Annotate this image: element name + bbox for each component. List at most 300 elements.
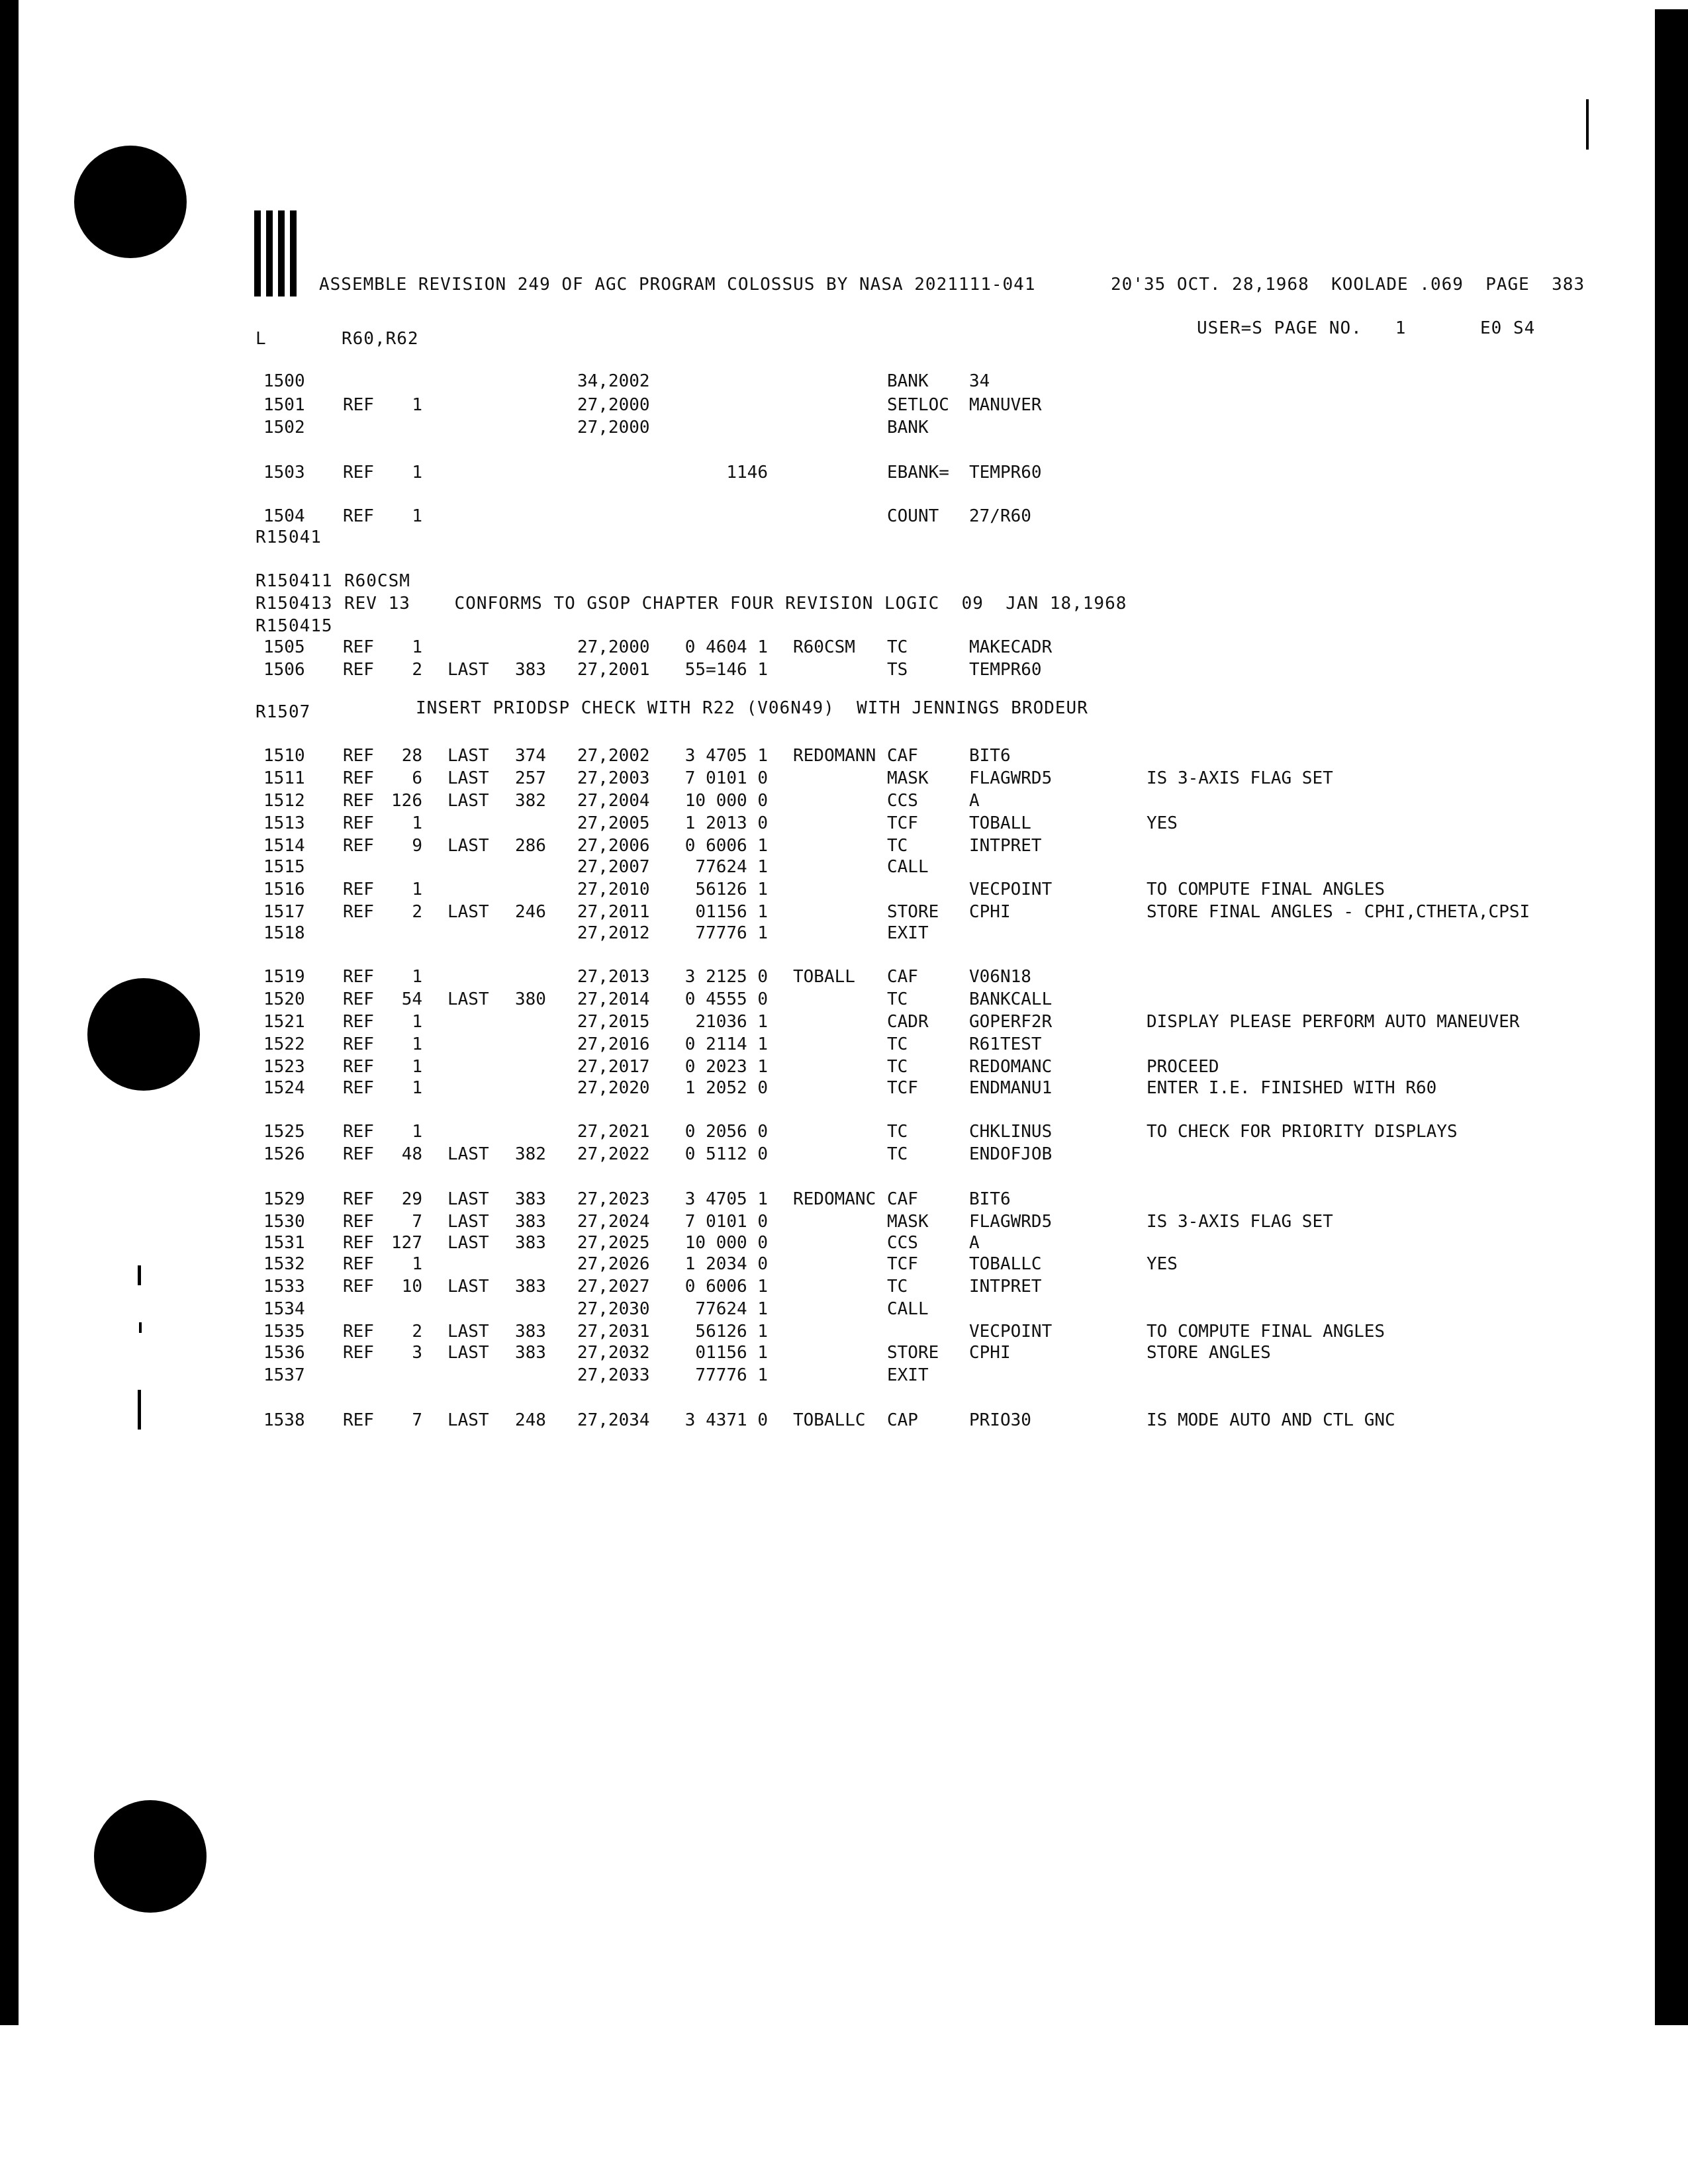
cell-ref: REF [343, 1212, 374, 1232]
cell-word: 56126 1 [695, 880, 768, 899]
cell-op: TCF [887, 1078, 918, 1098]
cell-operand: BIT6 [969, 746, 1011, 766]
cell-comment: IS 3-AXIS FLAG SET [1147, 1212, 1333, 1232]
cell-lastn: 383 [515, 1322, 546, 1342]
cell-comment: ENTER I.E. FINISHED WITH R60 [1147, 1078, 1437, 1098]
cell-lastn: 383 [515, 1189, 546, 1209]
cell-line: 1521 [263, 1012, 305, 1032]
cell-lastn: 382 [515, 1144, 546, 1164]
cell-addr: 27,2000 [577, 395, 650, 415]
cell-comment: IS 3-AXIS FLAG SET [1147, 768, 1333, 788]
cell-last: LAST [447, 746, 489, 766]
cell-addr: 27,2013 [577, 967, 650, 987]
cell-lastn: 257 [515, 768, 546, 788]
cell-comment: YES [1147, 1254, 1178, 1274]
cell-op: TCF [887, 1254, 918, 1274]
cell-lastn: 286 [515, 836, 546, 856]
listing-row [0, 790, 1688, 811]
listing-row [0, 371, 1688, 392]
cell-op: TCF [887, 813, 918, 833]
cell-word: 77776 1 [695, 1365, 768, 1385]
cell-addr: 27,2014 [577, 989, 650, 1009]
cell-ref: REF [343, 813, 374, 833]
cell-refn: 3 [412, 1343, 422, 1363]
cell-line: 1533 [263, 1277, 305, 1297]
cell-op: EXIT [887, 1365, 929, 1385]
cell-refn: 10 [401, 1277, 422, 1297]
cell-last: LAST [447, 1233, 489, 1253]
cell-ref: REF [343, 746, 374, 766]
cell-refn: 1 [412, 880, 422, 899]
cell-refn: 127 [391, 1233, 422, 1253]
cell-word: 77624 1 [695, 857, 768, 877]
cell-ref: REF [343, 791, 374, 811]
cell-op: BANK [887, 418, 929, 437]
cell-refn: 1 [412, 395, 422, 415]
cell-operand: BANKCALL [969, 989, 1053, 1009]
cell-refn: 48 [401, 1144, 422, 1164]
punch-hole-top [74, 146, 187, 258]
listing-row [0, 1410, 1688, 1431]
cell-op: CAF [887, 746, 918, 766]
cell-label: REDOMANC [793, 1189, 876, 1209]
cell-lastn: 382 [515, 791, 546, 811]
cell-addr: 27,2022 [577, 1144, 650, 1164]
cell-addr: 27,2011 [577, 902, 650, 922]
cell-addr: 27,2006 [577, 836, 650, 856]
listing-row [0, 768, 1688, 789]
cell-addr: 27,2017 [577, 1057, 650, 1077]
cell-operand: FLAGWRD5 [969, 1212, 1053, 1232]
cell-op: TS [887, 660, 908, 680]
cell-refn: 1 [412, 1034, 422, 1054]
cell-op: CALL [887, 857, 929, 877]
listing-row [0, 989, 1688, 1010]
cell-word: 56126 1 [695, 1322, 768, 1342]
listing-row [0, 1121, 1688, 1142]
cell-operand: CPHI [969, 902, 1011, 922]
cell-addr: 27,2003 [577, 768, 650, 788]
cell-operand: REDOMANC [969, 1057, 1053, 1077]
cell-addr: 27,2031 [577, 1322, 650, 1342]
cell-line: 1536 [263, 1343, 305, 1363]
cell-word: 1 2034 0 [684, 1254, 768, 1274]
cell-lastn: 383 [515, 1277, 546, 1297]
cell-op: CALL [887, 1299, 929, 1319]
cell-refn: 1 [412, 1012, 422, 1032]
cell-word: 3 4705 1 [684, 746, 768, 766]
cell-ref: REF [343, 1057, 374, 1077]
cell-last: LAST [447, 1322, 489, 1342]
cell-refn: 7 [412, 1212, 422, 1232]
cell-operand: A [969, 791, 980, 811]
cell-lastn: 248 [515, 1410, 546, 1430]
cell-ref: REF [343, 1122, 374, 1142]
margin-tick [1586, 99, 1589, 150]
cell-refn: 7 [412, 1410, 422, 1430]
cell-operand: TOBALLC [969, 1254, 1042, 1274]
cell-refn: 1 [412, 637, 422, 657]
cell-line: 1517 [263, 902, 305, 922]
cell-word: 55=146 1 [684, 660, 768, 680]
cell-comment: YES [1147, 813, 1178, 833]
cell-refn: 1 [412, 1078, 422, 1098]
cell-operand: VECPOINT [969, 1322, 1053, 1342]
cell-word: 0 5112 0 [684, 1144, 768, 1164]
cell-word: 1 2052 0 [684, 1078, 768, 1098]
section-letter: L [256, 329, 267, 349]
cell-line: 1511 [263, 768, 305, 788]
cell-line: 1514 [263, 836, 305, 856]
listing-row [0, 835, 1688, 856]
cell-op: BANK [887, 371, 929, 391]
cell-addr: 27,2021 [577, 1122, 650, 1142]
cell-op: CCS [887, 791, 918, 811]
cell-word: 7 0101 0 [684, 768, 768, 788]
cell-op: TC [887, 1034, 908, 1054]
cell-ref: REF [343, 989, 374, 1009]
cell-last: LAST [447, 1343, 489, 1363]
cell-op: STORE [887, 1343, 939, 1363]
cell-operand: 34 [969, 371, 990, 391]
cell-line: 1520 [263, 989, 305, 1009]
cell-line: 1515 [263, 857, 305, 877]
cell-refn: 1 [412, 463, 422, 482]
cell-refn: 126 [391, 791, 422, 811]
listing-row [0, 417, 1688, 438]
cell-operand: V06N18 [969, 967, 1031, 987]
cell-last: LAST [447, 902, 489, 922]
remark-r150411-text: R60CSM [344, 571, 410, 591]
listing-row [0, 1034, 1688, 1055]
cell-label: TOBALL [793, 967, 855, 987]
cell-refn: 29 [401, 1189, 422, 1209]
cell-comment: STORE ANGLES [1147, 1343, 1271, 1363]
cell-line: 1505 [263, 637, 305, 657]
cell-op: TC [887, 1122, 908, 1142]
cell-refn: 54 [401, 989, 422, 1009]
cell-ref: REF [343, 1233, 374, 1253]
cell-refn: 6 [412, 768, 422, 788]
listing-row [0, 1276, 1688, 1297]
cell-ref: REF [343, 1322, 374, 1342]
listing-row [0, 1365, 1688, 1386]
cell-op: EXIT [887, 923, 929, 943]
cell-line: 1516 [263, 880, 305, 899]
cell-addr: 27,2033 [577, 1365, 650, 1385]
cell-line: 1500 [263, 371, 305, 391]
cell-addr: 27,2025 [577, 1233, 650, 1253]
cell-addr: 27,2000 [577, 637, 650, 657]
cell-last: LAST [447, 1144, 489, 1164]
cell-refn: 1 [412, 1254, 422, 1274]
cell-op: SETLOC [887, 395, 949, 415]
listing-row [0, 1232, 1688, 1253]
cell-word: 0 2114 1 [684, 1034, 768, 1054]
cell-ref: REF [343, 1144, 374, 1164]
cell-last: LAST [447, 1189, 489, 1209]
cell-last: LAST [447, 1212, 489, 1232]
cell-addr: 27,2027 [577, 1277, 650, 1297]
cell-refn: 1 [412, 1057, 422, 1077]
cell-ref: REF [343, 1277, 374, 1297]
listing-row [0, 394, 1688, 416]
listing-row [0, 1342, 1688, 1363]
cell-ref: REF [343, 1189, 374, 1209]
cell-lastn: 383 [515, 660, 546, 680]
listing-row [0, 1189, 1688, 1210]
cell-addr: 27,2002 [577, 746, 650, 766]
cell-lastn: 380 [515, 989, 546, 1009]
cell-ref: REF [343, 1343, 374, 1363]
cell-addr: 27,2001 [577, 660, 650, 680]
cell-line: 1531 [263, 1233, 305, 1253]
cell-word: 10 000 0 [684, 1233, 768, 1253]
cell-operand: MANUVER [969, 395, 1042, 415]
cell-last: LAST [447, 1410, 489, 1430]
barcode-mark [254, 210, 297, 296]
cell-ref: REF [343, 506, 374, 526]
cell-lastn: 374 [515, 746, 546, 766]
cell-ref: REF [343, 660, 374, 680]
cell-operand: INTPRET [969, 836, 1042, 856]
cell-comment: TO CHECK FOR PRIORITY DISPLAYS [1147, 1122, 1458, 1142]
listing-row [0, 637, 1688, 658]
user-code: E0 S4 [1480, 318, 1536, 338]
cell-last: LAST [447, 768, 489, 788]
cell-addr: 27,2034 [577, 1410, 650, 1430]
cell-addr: 27,2000 [577, 418, 650, 437]
listing-row [0, 1144, 1688, 1165]
remark-r150413-label: R150413 [256, 594, 333, 614]
cell-addr: 27,2010 [577, 880, 650, 899]
cell-word: 77624 1 [695, 1299, 768, 1319]
cell-op: TC [887, 1057, 908, 1077]
listing-title: ASSEMBLE REVISION 249 OF AGC PROGRAM COLOSSUS BY NASA 2021111-041 [319, 275, 1036, 295]
cell-refn: 2 [412, 902, 422, 922]
cell-op: MASK [887, 1212, 929, 1232]
cell-line: 1504 [263, 506, 305, 526]
cell-operand: R61TEST [969, 1034, 1042, 1054]
cell-addr: 27,2005 [577, 813, 650, 833]
cell-line: 1522 [263, 1034, 305, 1054]
cell-ref: REF [343, 637, 374, 657]
cell-last: LAST [447, 660, 489, 680]
remark-r1507-label: R1507 [256, 702, 311, 722]
cell-line: 1503 [263, 463, 305, 482]
cell-line: 1529 [263, 1189, 305, 1209]
listing-row [0, 813, 1688, 834]
cell-addr: 34,2002 [577, 371, 650, 391]
cell-ref: REF [343, 768, 374, 788]
cell-operand: FLAGWRD5 [969, 768, 1053, 788]
cell-operand: PRIO30 [969, 1410, 1031, 1430]
cell-line: 1506 [263, 660, 305, 680]
cell-word: 21036 1 [695, 1012, 768, 1032]
cell-op: CAF [887, 967, 918, 987]
cell-word: 3 4705 1 [684, 1189, 768, 1209]
cell-line: 1532 [263, 1254, 305, 1274]
remark-r150411-label: R150411 [256, 571, 333, 591]
cell-label: TOBALLC [793, 1410, 866, 1430]
cell-refn: 1 [412, 506, 422, 526]
remark-r1507-text: INSERT PRIODSP CHECK WITH R22 (V06N49) WITH JENNINGS BRODEUR [416, 698, 1088, 718]
cell-comment: IS MODE AUTO AND CTL GNC [1147, 1410, 1395, 1430]
listing-row [0, 1077, 1688, 1099]
cell-addr: 27,2023 [577, 1189, 650, 1209]
cell-word: 77776 1 [695, 923, 768, 943]
cell-operand: TEMPR60 [969, 463, 1042, 482]
cell-ref: REF [343, 967, 374, 987]
cell-op: TC [887, 1277, 908, 1297]
cell-addr: 27,2024 [577, 1212, 650, 1232]
cell-word: 0 2056 0 [684, 1122, 768, 1142]
listing-row [0, 901, 1688, 923]
cell-op: EBANK= [887, 463, 949, 482]
listing-row [0, 506, 1688, 527]
cell-operand: 27/R60 [969, 506, 1031, 526]
cell-ref: REF [343, 1012, 374, 1032]
cell-line: 1512 [263, 791, 305, 811]
cell-line: 1525 [263, 1122, 305, 1142]
remark-r150413-text: REV 13 CONFORMS TO GSOP CHAPTER FOUR REVISION LOGIC 09 JAN 18,1968 [344, 594, 1127, 614]
cell-word: 1146 [726, 463, 768, 482]
cell-op: TC [887, 836, 908, 856]
listing-row [0, 1253, 1688, 1275]
cell-last: LAST [447, 791, 489, 811]
cell-lastn: 383 [515, 1212, 546, 1232]
cell-op: CAF [887, 1189, 918, 1209]
cell-lastn: 383 [515, 1233, 546, 1253]
cell-ref: REF [343, 1078, 374, 1098]
user-page-number: USER=S PAGE NO. 1 [1197, 318, 1407, 338]
listing-row [0, 966, 1688, 987]
cell-operand: ENDOFJOB [969, 1144, 1053, 1164]
cell-ref: REF [343, 1254, 374, 1274]
cell-lastn: 383 [515, 1343, 546, 1363]
cell-addr: 27,2004 [577, 791, 650, 811]
cell-line: 1502 [263, 418, 305, 437]
listing-row [0, 462, 1688, 483]
cell-line: 1535 [263, 1322, 305, 1342]
listing-row [0, 879, 1688, 900]
cell-word: 3 2125 0 [684, 967, 768, 987]
cell-line: 1538 [263, 1410, 305, 1430]
cell-ref: REF [343, 463, 374, 482]
cell-ref: REF [343, 902, 374, 922]
cell-line: 1526 [263, 1144, 305, 1164]
cell-refn: 1 [412, 967, 422, 987]
cell-line: 1523 [263, 1057, 305, 1077]
cell-line: 1530 [263, 1212, 305, 1232]
cell-refn: 1 [412, 813, 422, 833]
cell-line: 1537 [263, 1365, 305, 1385]
cell-operand: CPHI [969, 1343, 1011, 1363]
cell-word: 01156 1 [695, 902, 768, 922]
cell-line: 1519 [263, 967, 305, 987]
cell-ref: REF [343, 395, 374, 415]
cell-op: TC [887, 1144, 908, 1164]
cell-last: LAST [447, 989, 489, 1009]
cell-operand: BIT6 [969, 1189, 1011, 1209]
cell-ref: REF [343, 1410, 374, 1430]
cell-addr: 27,2020 [577, 1078, 650, 1098]
cell-word: 7 0101 0 [684, 1212, 768, 1232]
listing-row [0, 856, 1688, 878]
routine-names: R60,R62 [342, 329, 419, 349]
cell-operand: TEMPR60 [969, 660, 1042, 680]
cell-addr: 27,2026 [577, 1254, 650, 1274]
cell-line: 1534 [263, 1299, 305, 1319]
cell-operand: VECPOINT [969, 880, 1053, 899]
cell-last: LAST [447, 836, 489, 856]
cell-last: LAST [447, 1277, 489, 1297]
cell-line: 1513 [263, 813, 305, 833]
cell-operand: ENDMANU1 [969, 1078, 1053, 1098]
cell-word: 0 6006 1 [684, 1277, 768, 1297]
cell-word: 0 4555 0 [684, 989, 768, 1009]
cell-refn: 9 [412, 836, 422, 856]
listing-row [0, 745, 1688, 766]
listing-row [0, 659, 1688, 680]
cell-ref: REF [343, 836, 374, 856]
cell-label: REDOMANN [793, 746, 876, 766]
cell-comment: TO COMPUTE FINAL ANGLES [1147, 1322, 1385, 1342]
cell-addr: 27,2015 [577, 1012, 650, 1032]
cell-operand: CHKLINUS [969, 1122, 1053, 1142]
cell-refn: 2 [412, 1322, 422, 1342]
cell-refn: 28 [401, 746, 422, 766]
cell-op: TC [887, 637, 908, 657]
cell-refn: 2 [412, 660, 422, 680]
remark-r15041: R15041 [256, 527, 322, 547]
listing-row [0, 1211, 1688, 1232]
cell-op: TC [887, 989, 908, 1009]
listing-row [0, 1321, 1688, 1342]
cell-label: R60CSM [793, 637, 855, 657]
cell-word: 0 4604 1 [684, 637, 768, 657]
cell-comment: STORE FINAL ANGLES - CPHI,CTHETA,CPSI [1147, 902, 1530, 922]
cell-operand: MAKECADR [969, 637, 1053, 657]
cell-op: COUNT [887, 506, 939, 526]
cell-refn: 1 [412, 1122, 422, 1142]
cell-word: 0 2023 1 [684, 1057, 768, 1077]
cell-line: 1524 [263, 1078, 305, 1098]
listing-row [0, 1011, 1688, 1032]
cell-word: 1 2013 0 [684, 813, 768, 833]
cell-comment: DISPLAY PLEASE PERFORM AUTO MANEUVER [1147, 1012, 1520, 1032]
cell-addr: 27,2016 [577, 1034, 650, 1054]
listing-stamp: 20'35 OCT. 28,1968 KOOLADE .069 PAGE 383 [1111, 275, 1585, 295]
cell-word: 10 000 0 [684, 791, 768, 811]
cell-word: 3 4371 0 [684, 1410, 768, 1430]
cell-line: 1501 [263, 395, 305, 415]
cell-lastn: 246 [515, 902, 546, 922]
listing-row [0, 1298, 1688, 1320]
cell-operand: TOBALL [969, 813, 1031, 833]
cell-operand: INTPRET [969, 1277, 1042, 1297]
cell-operand: A [969, 1233, 980, 1253]
listing-row [0, 1056, 1688, 1077]
cell-op: STORE [887, 902, 939, 922]
cell-comment: TO COMPUTE FINAL ANGLES [1147, 880, 1385, 899]
listing-row [0, 923, 1688, 944]
cell-addr: 27,2032 [577, 1343, 650, 1363]
cell-op: CADR [887, 1012, 929, 1032]
remark-r150415-label: R150415 [256, 616, 333, 636]
cell-ref: REF [343, 1034, 374, 1054]
cell-word: 0 6006 1 [684, 836, 768, 856]
